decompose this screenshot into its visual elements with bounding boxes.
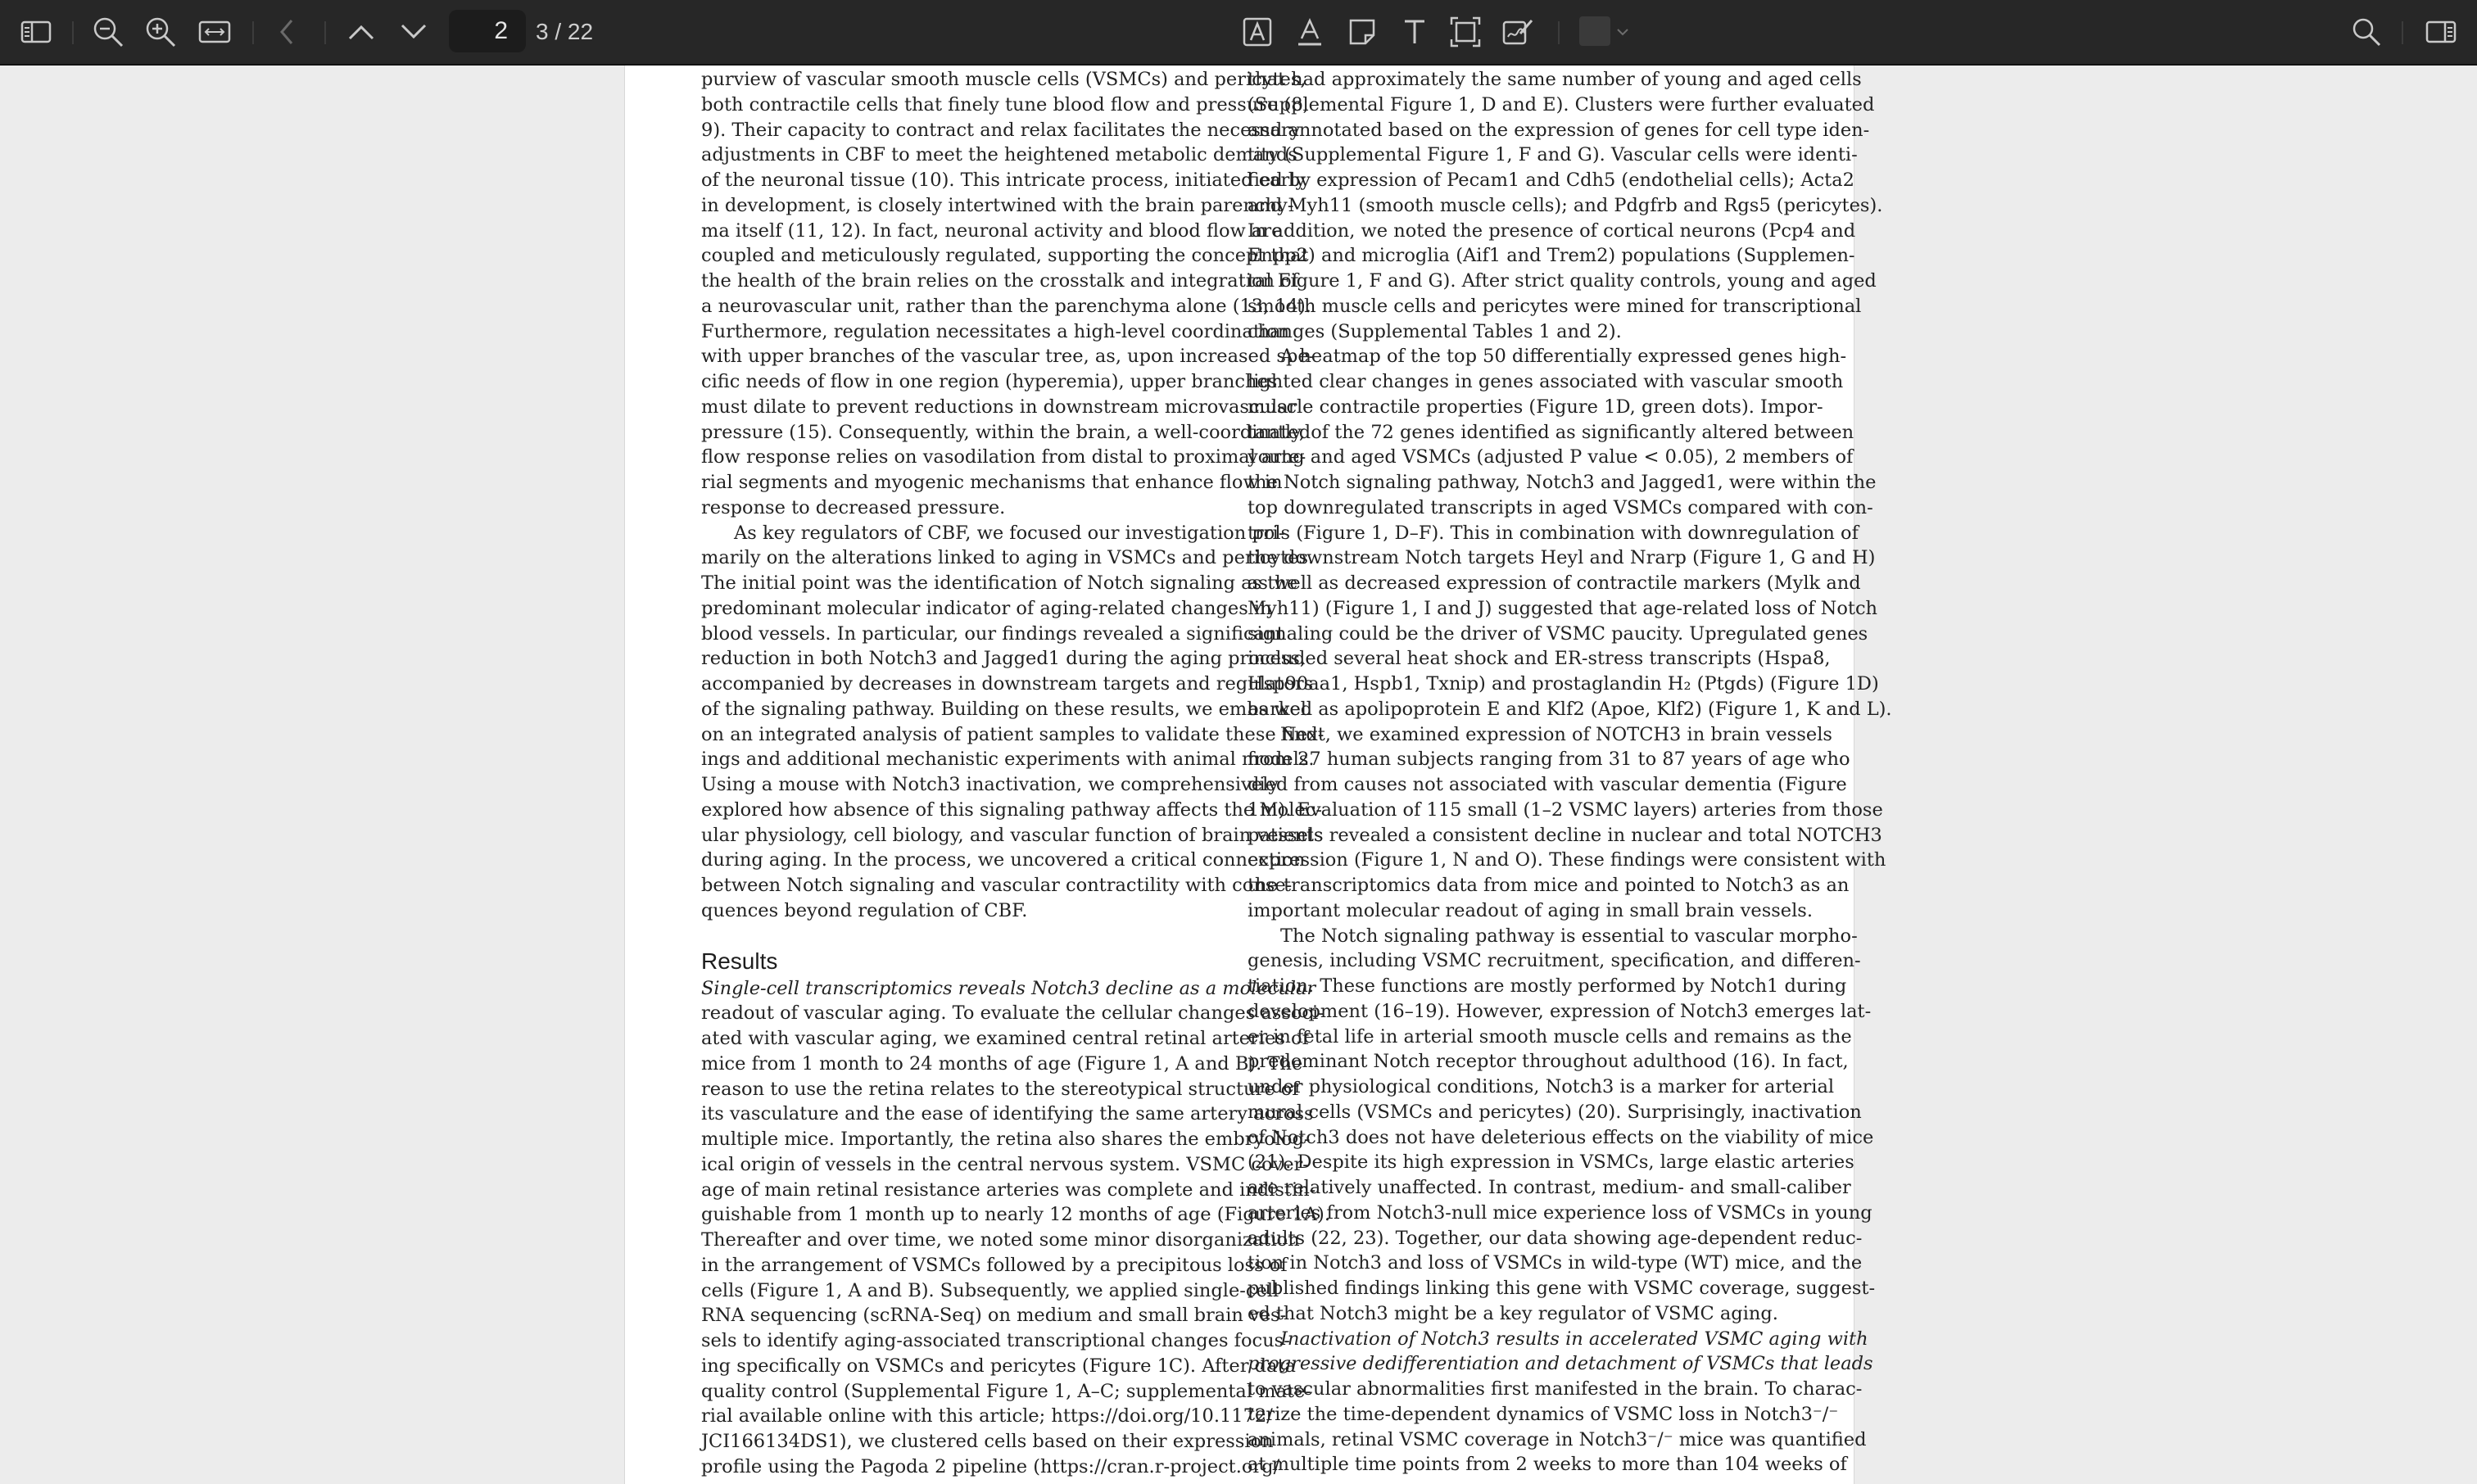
divider	[324, 21, 326, 44]
text-line: As key regulators of CBF, we focused our investigation pri-	[734, 522, 1285, 544]
text-line: response to decreased pressure.	[701, 496, 1006, 518]
next-page-icon[interactable]	[395, 0, 432, 64]
divider	[252, 21, 254, 44]
text-line: Hsp90aa1, Hspb1, Txnip) and prostaglandin H₂ (Ptgds) (Figure 1D)	[1248, 673, 1879, 694]
text-line: Single-cell transcriptomics reveals Notch3 decline as a molecular	[701, 977, 1316, 999]
text-line: coupled and meticulously regulated, supporting the concept that	[701, 245, 1309, 267]
section-heading: Results	[701, 948, 778, 974]
text-line: ular physiology, cell biology, and vascular function of brain vessels	[701, 824, 1324, 846]
text-line: smooth muscle cells and pericytes were mined for transcriptional	[1248, 295, 1862, 317]
text-line: expression (Figure 1, N and O). These findings were consistent with	[1248, 849, 1886, 871]
text-line: and Myh11 (smooth muscle cells); and Pdgfrb and Rgs5 (pericytes).	[1248, 194, 1883, 216]
toolbar	[0, 0, 2477, 66]
text-line: of Notch3 does not have deleterious effects on the viability of mice	[1248, 1126, 1874, 1148]
paragraph	[1248, 1327, 1873, 1478]
text-line: pressure (15). Consequently, within the brain, a well-coordinated	[701, 421, 1311, 443]
text-line: reduction in both Notch3 and Jagged1 during the aging process,	[701, 648, 1306, 670]
text-line: mural cells (VSMCs and pericytes) (20). Surprisingly, inactivation	[1248, 1101, 1862, 1123]
text-line: at multiple time points from 2 weeks to more than 104 weeks of	[1248, 1454, 1847, 1476]
selection-icon[interactable]	[1447, 0, 1484, 64]
text-line: er in fetal life in arterial smooth muscle cells and remains as the	[1248, 1025, 1852, 1047]
text-line: readout of vascular aging. To evaluate the cellular changes associ-	[701, 1002, 1325, 1025]
text-line: adjustments in CBF to meet the heightened metabolic demands	[701, 144, 1297, 166]
text-line: multiple mice. Importantly, the retina also shares the embryolog-	[701, 1129, 1311, 1150]
text-line: quality control (Supplemental Figure 1, A–C; supplemental mate-	[701, 1380, 1311, 1402]
text-line: patients revealed a consistent decline in nuclear and total NOTCH3	[1248, 824, 1882, 846]
text-line: that had approximately the same number of young and aged cells	[1248, 69, 1862, 90]
text-line: ed that Notch3 might be a key regulator of VSMC aging.	[1248, 1302, 1778, 1324]
text-line: muscle contractile properties (Figure 1D, green dots). Impor-	[1248, 396, 1823, 418]
text-line: predominant Notch receptor throughout adulthood (16). In fact,	[1248, 1051, 1849, 1073]
text-line: rial available online with this article; https://doi.org/10.1172/	[701, 1405, 1273, 1427]
text-line: from 27 human subjects ranging from 31 to 87 years of age who	[1248, 749, 1850, 771]
text-line: tal Figure 1, F and G). After strict quality controls, young and aged	[1248, 270, 1877, 292]
text-line: ing specifically on VSMCs and pericytes (Figure 1C). After data	[701, 1355, 1296, 1377]
sidebar-toggle-icon[interactable]	[15, 0, 57, 64]
text-line: on an integrated analysis of patient samples to validate these find-	[701, 723, 1325, 745]
text-line: published findings linking this gene with VSMC coverage, suggest-	[1248, 1278, 1876, 1299]
inspector-icon[interactable]	[2420, 0, 2462, 64]
text-line: during aging. In the process, we uncovered a critical connection	[701, 849, 1306, 871]
text-line: signaling could be the driver of VSMC paucity. Upregulated genes	[1248, 622, 1868, 645]
divider	[1558, 21, 1560, 44]
text-highlight-icon[interactable]	[1238, 0, 1276, 64]
text-line: quences beyond regulation of CBF.	[701, 899, 1028, 921]
back-icon[interactable]	[270, 0, 303, 64]
text-line: in the arrangement of VSMCs followed by a precipitous loss of	[701, 1254, 1288, 1276]
text-line: age of main retinal resistance arteries was complete and indistin-	[701, 1179, 1316, 1201]
text-line: its vasculature and the ease of identifying the same artery across	[701, 1103, 1314, 1125]
text-line: the Notch signaling pathway, Notch3 and Jagged1, were within the	[1248, 472, 1877, 493]
pdf-page	[624, 66, 1892, 1484]
text-line: cells (Figure 1, A and B). Subsequently, we applied single-cell	[701, 1279, 1279, 1301]
text-line: 9). Their capacity to contract and relax facilitates the necessary	[701, 119, 1301, 141]
text-line: between Notch signaling and vascular contractility with conse-	[701, 875, 1293, 896]
text-line: explored how absence of this signaling pathway affects the molec-	[701, 799, 1322, 821]
text-line: must dilate to prevent reductions in downstream microvascular	[701, 396, 1297, 418]
text-line: tantly, of the 72 genes identified as significantly altered between	[1248, 421, 1854, 443]
text-line: top downregulated transcripts in aged VSMCs compared with con-	[1248, 496, 1873, 518]
page-number-input[interactable]: 2	[449, 10, 526, 52]
text-line: ings and additional mechanistic experiments with animal models.	[701, 749, 1315, 771]
text-line: the downstream Notch targets Heyl and Nrarp (Figure 1, G and H)	[1248, 547, 1876, 569]
zoom-in-icon[interactable]	[141, 0, 180, 64]
text-line: 1M). Evaluation of 115 small (1–2 VSMC layers) arteries from those	[1248, 799, 1883, 821]
text-line: Thereafter and over time, we noted some minor disorganization	[701, 1229, 1300, 1251]
text-line: Inactivation of Notch3 results in accelerated VSMC aging with	[1280, 1328, 1868, 1350]
text-line: arteries from Notch3-null mice experience loss of VSMCs in young	[1248, 1201, 1872, 1224]
text-line: ma itself (11, 12). In fact, neuronal activity and blood flow are	[701, 219, 1283, 242]
paragraph	[701, 67, 1315, 521]
text-box-icon[interactable]	[1396, 0, 1433, 64]
text-line: terize the time-dependent dynamics of VSMC loss in Notch3⁻/⁻	[1248, 1403, 1839, 1425]
text-line: Furthermore, regulation necessitates a high-level coordination	[701, 320, 1290, 342]
text-line: animals, retinal VSMC coverage in Notch3⁻/⁻ mice was quantified	[1248, 1428, 1867, 1450]
paragraph	[1248, 344, 1892, 722]
paragraph	[1248, 722, 1886, 924]
text-line: purview of vascular smooth muscle cells (VSMCs) and pericytes,	[701, 69, 1306, 90]
text-line: A heatmap of the top 50 differentially expressed genes high-	[1280, 346, 1847, 368]
text-line: in development, is closely intertwined with the brain parenchy-	[701, 194, 1294, 216]
text-line: trols (Figure 1, D–F). This in combination with downregulation of	[1248, 522, 1859, 544]
text-line: important molecular readout of aging in small brain vessels.	[1248, 899, 1814, 921]
text-line: progressive dedifferentiation and detachment of VSMCs that leads	[1248, 1353, 1873, 1375]
text-underline-icon[interactable]	[1291, 0, 1329, 64]
text-line: genesis, including VSMC recruitment, specification, and differen-	[1248, 950, 1861, 972]
text-line: tion in Notch3 and loss of VSMCs in wild-type (WT) mice, and the	[1248, 1252, 1863, 1274]
divider	[72, 21, 74, 44]
search-icon[interactable]	[2348, 0, 2385, 64]
text-line: ated with vascular aging, we examined central retinal arteries of	[701, 1028, 1309, 1049]
text-line: RNA sequencing (scRNA-Seq) on medium and small brain ves-	[701, 1305, 1287, 1327]
text-line: In addition, we noted the presence of cortical neurons (Pcp4 and	[1248, 219, 1856, 242]
text-line: died from causes not associated with vascular dementia (Figure	[1248, 774, 1847, 795]
text-line: adults (22, 23). Together, our data showing age-dependent reduc-	[1248, 1227, 1863, 1249]
text-line: to vascular abnormalities first manifested in the brain. To charac-	[1248, 1378, 1863, 1400]
text-line: accompanied by decreases in downstream targets and regulators	[701, 673, 1314, 694]
signature-icon[interactable]	[1499, 0, 1537, 64]
zoom-out-icon[interactable]	[88, 0, 128, 64]
text-line: Next, we examined expression of NOTCH3 in brain vessels	[1280, 723, 1832, 745]
text-line: of the signaling pathway. Building on these results, we embarked	[701, 698, 1313, 720]
text-line: fied by expression of Pecam1 and Cdh5 (endothelial cells); Acta2	[1248, 170, 1854, 191]
paragraph	[701, 976, 1330, 1480]
page-total: 3 / 22	[536, 19, 594, 44]
text-line: development (16–19). However, expression of Notch3 emerges lat-	[1248, 1000, 1872, 1022]
text-line: rial segments and myogenic mechanisms that enhance flow in	[701, 472, 1283, 493]
text-line: guishable from 1 month up to nearly 12 months of age (Figure 1A).	[701, 1204, 1330, 1226]
text-line: sels to identify aging-associated transcriptional changes focus-	[701, 1330, 1290, 1351]
text-line: predominant molecular indicator of aging-related changes in	[701, 597, 1272, 619]
text-line: (21). Despite its high expression in VSMCs, large elastic arteries	[1248, 1151, 1854, 1174]
text-line: The Notch signaling pathway is essential to vascular morpho-	[1280, 925, 1858, 947]
text-line: JCI166134DS1), we clustered cells based on their expression	[701, 1431, 1274, 1452]
text-line: and annotated based on the expression of genes for cell type iden-	[1248, 119, 1870, 141]
text-line: mice from 1 month to 24 months of age (Figure 1, A and B). The	[701, 1052, 1303, 1075]
text-line: marily on the alterations linked to aging in VSMCs and pericytes.	[701, 547, 1315, 569]
text-line: included several heat shock and ER-stress transcripts (Hspa8,	[1248, 648, 1831, 670]
text-line: Enpp2) and microglia (Aif1 and Trem2) populations (Supplemen-	[1248, 245, 1855, 267]
text-line: young and aged VSMCs (adjusted P value < 0.05), 2 members of	[1248, 446, 1854, 468]
text-line: of the neuronal tissue (10). This intricate process, initiated early	[701, 170, 1306, 191]
paragraph	[1248, 924, 1876, 1327]
text-line: as well as decreased expression of contractile markers (Mylk and	[1248, 572, 1861, 594]
fit-width-icon[interactable]	[193, 0, 236, 64]
spacer	[701, 924, 1217, 937]
document-viewer[interactable]	[0, 66, 2477, 1484]
text-line: ical origin of vessels in the central nervous system. VSMC cover-	[701, 1153, 1309, 1175]
text-line: as well as apolipoprotein E and Klf2 (Apoe, Klf2) (Figure 1, K and L).	[1248, 698, 1892, 720]
shape-annotation-icon[interactable]	[1343, 0, 1381, 64]
paragraph	[701, 521, 1325, 924]
text-line: (Supplemental Figure 1, D and E). Clusters were further evaluated	[1248, 93, 1875, 115]
text-line: Using a mouse with Notch3 inactivation, we comprehensively	[701, 774, 1279, 795]
text-line: under physiological conditions, Notch3 is a marker for arterial	[1248, 1076, 1835, 1097]
divider	[2402, 21, 2403, 44]
text-line: profile using the Pagoda 2 pipeline (https://cran.r-project.org/	[701, 1455, 1280, 1477]
text-line: the health of the brain relies on the crosstalk and integration of	[701, 270, 1299, 292]
text-line: flow response relies on vasodilation from distal to proximal arte-	[701, 446, 1306, 468]
left-column	[701, 67, 1330, 1480]
paragraph	[1248, 67, 1883, 344]
text-line: tiation. These functions are mostly performed by Notch1 during	[1248, 975, 1847, 997]
text-line: blood vessels. In particular, our findings revealed a significant	[701, 622, 1284, 645]
text-line: The initial point was the identification of Notch signaling as the	[701, 572, 1298, 594]
text-line: lighted clear changes in genes associated with vascular smooth	[1248, 371, 1844, 392]
chevron-down-icon[interactable]	[1614, 0, 1632, 64]
text-line: with upper branches of the vascular tree, as, upon increased spe-	[701, 346, 1315, 368]
text-line: tity (Supplemental Figure 1, F and G). Vascular cells were identi-	[1248, 144, 1858, 166]
color-picker-icon[interactable]	[1579, 16, 1610, 46]
text-line: cific needs of flow in one region (hyperemia), upper branches	[701, 371, 1278, 392]
text-line: are relatively unaffected. In contrast, medium- and small-caliber	[1248, 1177, 1851, 1198]
text-line: Myh11) (Figure 1, I and J) suggested that age-related loss of Notch	[1248, 597, 1878, 619]
right-column	[1248, 67, 1892, 1477]
text-line: the transcriptomics data from mice and pointed to Notch3 as an	[1248, 875, 1850, 896]
text-line: a neurovascular unit, rather than the parenchyma alone (13, 14).	[701, 295, 1311, 317]
text-line: changes (Supplemental Tables 1 and 2).	[1248, 320, 1622, 342]
previous-page-icon[interactable]	[342, 0, 380, 64]
text-line: both contractile cells that finely tune blood flow and pressure (8,	[701, 93, 1309, 115]
text-line: reason to use the retina relates to the stereotypical structure of	[701, 1078, 1299, 1100]
